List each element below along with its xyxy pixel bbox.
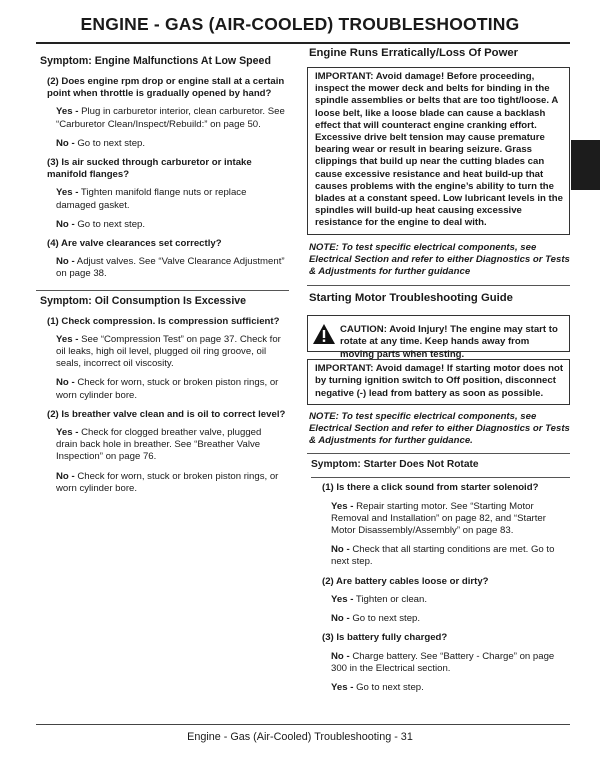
page-title: ENGINE - GAS (AIR-COOLED) TROUBLESHOOTING <box>80 14 520 34</box>
answer-text: Repair starting motor. See “Starting Motor Removal and Installation” on page 82, and “Starter Motor Disassembly/Assembly” on page 83. <box>331 500 546 537</box>
answer-no <box>331 613 566 625</box>
answer-text: Go to next step. <box>356 681 424 693</box>
answer-text: Plug in carburetor interior, clean carburetor. See “Carburetor Clean/Inspect/Rebuild:” on page 50. <box>56 106 285 130</box>
answer-no <box>331 544 566 568</box>
no-label: No - <box>56 256 75 268</box>
section-tab-marker <box>571 140 600 190</box>
answer-yes <box>56 187 285 211</box>
answer-text: Check for worn, stuck or broken piston rings, or worn cylinder bore. <box>56 470 279 494</box>
question-click-sound: (1) Is there a click sound from starter solenoid? <box>322 482 539 494</box>
answer-no <box>56 377 285 401</box>
no-label: No - <box>56 218 75 230</box>
left-column <box>36 47 289 502</box>
electrical-note: NOTE: To test specific electrical components, see Electrical Section and refer to either Diagnostics or Tests & Adjustments for further guidance. <box>309 410 570 447</box>
symptom-oil-consumption-heading: Symptom: Oil Consumption Is Excessive <box>36 290 289 311</box>
right-column <box>307 46 570 701</box>
no-label: No - <box>56 470 75 482</box>
no-label: No - <box>331 613 350 625</box>
important-notice-box: IMPORTANT: Avoid damage! If starting motor does not by turning ignition switch to Off position, disconnect negative (-) lead from battery as soon as possible. <box>307 359 570 405</box>
answer-text: Charge battery. See “Battery - Charge” on page 300 in the Electrical section. <box>331 650 555 674</box>
answer-text: Adjust valves. See “Valve Clearance Adjustment” on page 38. <box>56 256 285 280</box>
answer-text: Go to next step. <box>352 613 421 625</box>
answer-no <box>331 651 566 675</box>
answer-text: See “Compression Test” on page 37. Check for oil leaks, high oil level, plugged oil ring groove, oil seals, incorrect oil viscosity. <box>56 333 281 370</box>
question-air-sucked: (3) Is air sucked through carburetor or intake manifold flanges? <box>47 157 252 181</box>
header-rule <box>36 42 570 44</box>
answer-yes <box>56 334 285 371</box>
yes-label: Yes - <box>331 593 354 605</box>
answer-text: Check for worn, stuck or broken piston rings, or worn cylinder bore. <box>56 377 279 401</box>
yes-label: Yes - <box>331 500 354 512</box>
question-rpm-drop: (2) Does engine rpm drop or engine stall at a certain point when throttle is gradually opened by hand? <box>47 76 285 100</box>
answer-text: Go to next step. <box>77 218 146 230</box>
answer-yes <box>56 106 285 130</box>
answer-no <box>56 256 285 280</box>
no-label: No - <box>56 137 75 149</box>
no-label: No - <box>56 377 75 389</box>
answer-text: Tighten manifold flange nuts or replace damaged gasket. <box>56 187 247 211</box>
yes-label: Yes - <box>56 187 79 199</box>
answer-yes <box>331 501 566 538</box>
answer-no <box>56 471 285 495</box>
answer-text: Go to next step. <box>77 137 146 149</box>
symptom-low-speed-heading: Symptom: Engine Malfunctions At Low Speed <box>40 55 271 67</box>
yes-label: Yes - <box>331 681 354 693</box>
yes-label: Yes - <box>56 427 79 439</box>
question-battery-cables: (2) Are battery cables loose or dirty? <box>322 575 489 587</box>
footer-rule <box>36 724 570 725</box>
page-footer: Engine - Gas (Air-Cooled) Troubleshooting - 31 <box>187 731 413 743</box>
answer-text: Check for clogged breather valve, plugged drain back hole in breather. See “Breather Valve Inspection” on page 76. <box>56 427 262 463</box>
caution-text: CAUTION: Avoid Injury! The engine may start to rotate at any time. Keep hands away from moving parts when testing. <box>340 324 558 360</box>
yes-label: Yes - <box>56 106 79 118</box>
answer-yes <box>331 594 566 606</box>
no-label: No - <box>331 544 350 556</box>
answer-no <box>56 219 285 231</box>
answer-yes <box>331 682 566 694</box>
erratic-section-heading: Engine Runs Erratically/Loss Of Power <box>309 47 519 59</box>
answer-text: Tighten or clean. <box>355 593 428 605</box>
symptom-starter-heading: Symptom: Starter Does Not Rotate <box>307 453 570 474</box>
starter-steps <box>311 477 570 694</box>
answer-yes <box>56 427 285 464</box>
no-label: No - <box>331 650 350 662</box>
answer-no <box>56 138 285 150</box>
important-notice-box: IMPORTANT: Avoid damage! Before proceeding, inspect the mower deck and belts for binding in the spindle assemblies or belts that are too tight/loose. A loose belt, like a loose blade can cause a backlash effect that will counteract engine cranking effort. Excessive drive belt tension may cause premature bearing wear or result in bearing seizure. Grass clippings that build up near the cutting blades can cause excessive resistance and heat build-up that causes problems with the engine’s ability to turn the blades at a constant speed. Low lubricant levels in the spindles will build-up heat causing excessive resistance for the engine to deal with. <box>307 67 570 235</box>
electrical-note: NOTE: To test specific electrical components, see Electrical Section and refer to either Diagnostics or Tests & Adjustments for further guidance <box>309 241 570 278</box>
question-breather-valve: (2) Is breather valve clean and is oil to correct level? <box>47 408 286 420</box>
warning-icon <box>312 323 336 345</box>
starting-section <box>307 285 570 447</box>
question-valve-clearance: (4) Are valve clearances set correctly? <box>47 238 222 250</box>
yes-label: Yes - <box>56 333 79 345</box>
answer-text: Check that all starting conditions are met. Go to next step. <box>331 544 555 568</box>
question-battery-charged: (3) Is battery fully charged? <box>322 632 448 644</box>
starting-section-heading: Starting Motor Troubleshooting Guide <box>309 292 513 305</box>
caution-box <box>307 315 570 360</box>
question-compression: (1) Check compression. Is compression sufficient? <box>47 315 280 327</box>
